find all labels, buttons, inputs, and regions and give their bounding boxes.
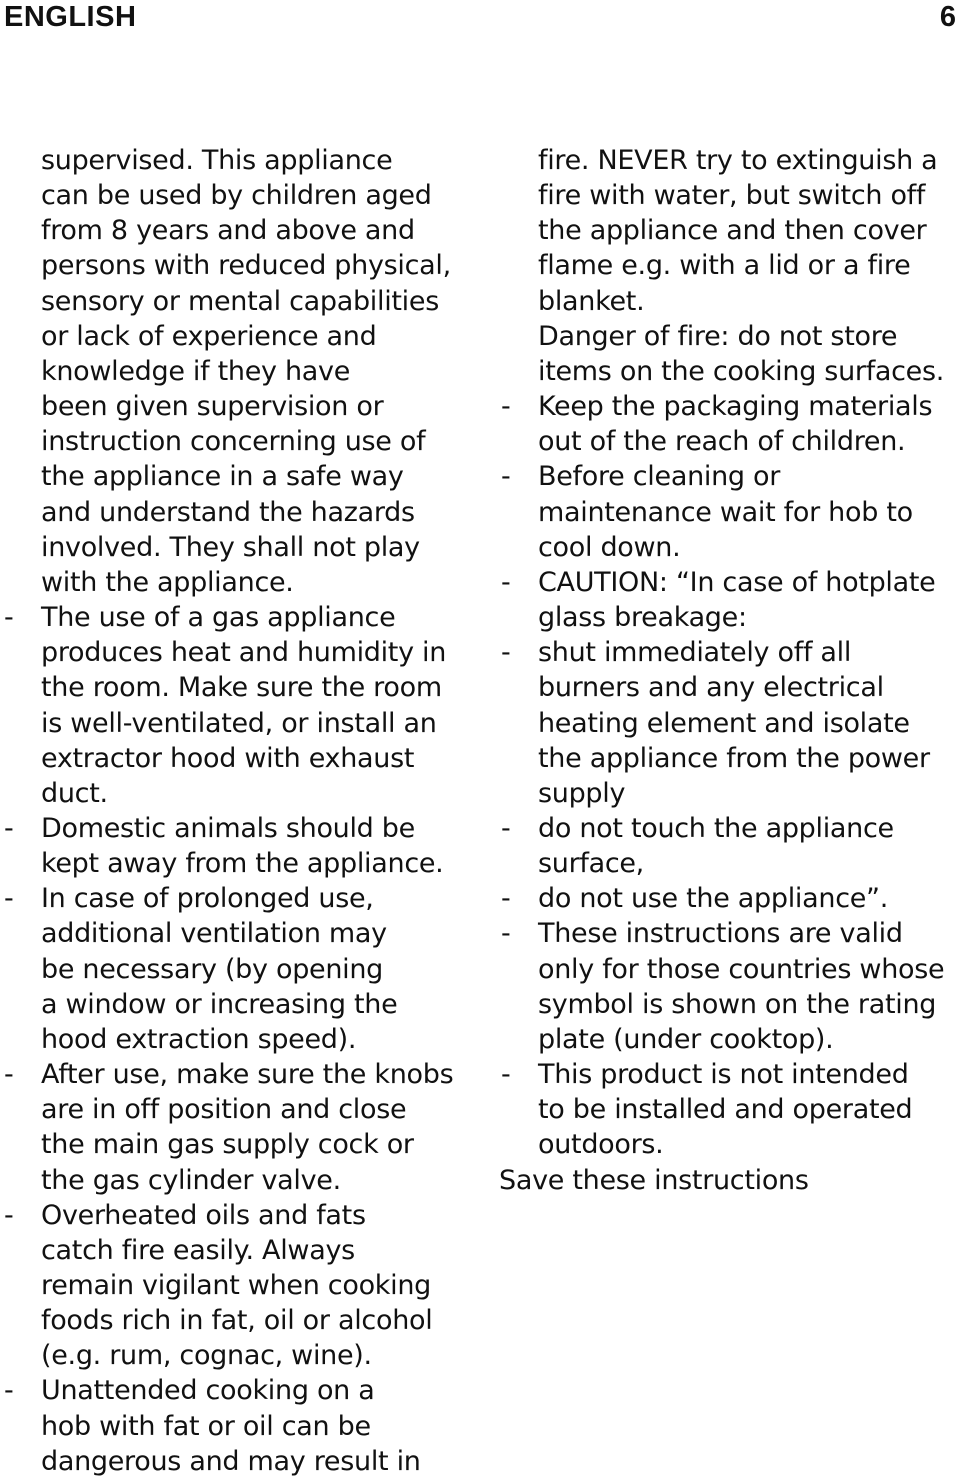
text-line: sensory or mental capabilities [41,285,439,317]
page-number: 6 [939,1,956,33]
list-item [0,1198,478,1374]
list-item [0,600,478,811]
bullet-dash: - [4,602,14,634]
text-line: the room. Make sure the room [41,672,442,704]
text-line: persons with reduced physical, [41,250,451,282]
list-item [0,811,478,881]
bullet-dash: - [501,812,511,844]
header-language: ENGLISH [4,1,137,33]
text-line: CAUTION: “In case of hotplate [538,566,936,598]
intro-paragraph [0,143,478,600]
text-line: the appliance from the power [538,742,930,774]
text-line: blanket. [538,285,645,317]
text-line: shut immediately off all [538,637,852,669]
text-line: duct. [41,777,108,809]
text-line: and understand the hazards [41,496,415,528]
text-line: kept away from the appliance. [41,848,444,880]
text-line: supervised. This appliance [41,145,393,176]
list-item [497,1057,957,1162]
text-line: can be used by children aged [41,180,432,212]
bullet-dash: - [4,883,14,915]
list-item [497,565,957,635]
text-line: After use, make sure the knobs [41,1059,454,1091]
text-line: Domestic animals should be [41,812,415,844]
text-line: outdoors. [538,1129,664,1161]
bullet-dash: - [4,1059,14,1091]
text-line: hob with fat or oil can be [41,1410,371,1442]
text-line: do not use the appliance”. [538,883,889,915]
text-line: to be installed and operated [538,1094,913,1126]
text-line: out of the reach of children. [538,426,906,458]
text-line: extractor hood with exhaust [41,742,415,774]
text-line: are in off position and close [41,1094,407,1126]
text-line: involved. They shall not play [41,531,420,563]
bullet-dash: - [501,461,511,493]
list-item [497,389,957,459]
bullet-dash: - [4,1375,14,1407]
text-line: the appliance and then cover [538,215,927,247]
text-line: is well-ventilated, or install an [41,707,437,739]
text-line: Danger of fire: do not store [538,320,898,352]
page-header [0,0,960,36]
text-line: hood extraction speed). [41,1023,357,1055]
text-line: do not touch the appliance [538,812,894,844]
text-line: catch fire easily. Always [41,1234,355,1266]
text-line: fire with water, but switch off [538,180,926,212]
list-item [0,881,478,1057]
closing-text: Save these instructions [499,1164,809,1196]
text-line: additional ventilation may [41,918,387,950]
text-line: surface, [538,848,644,880]
text-line: fire. NEVER try to extinguish a [538,145,938,176]
text-line: only for those countries whose [538,953,945,985]
text-line: Unattended cooking on a [41,1375,375,1407]
text-line: glass breakage: [538,602,747,634]
text-line: the gas cylinder valve. [41,1164,341,1196]
text-line: instruction concerning use of [41,426,426,458]
text-line: In case of prolonged use, [41,883,374,915]
text-line: (e.g. rum, cognac, wine). [41,1340,372,1372]
text-line: Before cleaning or [538,461,781,493]
bullet-dash: - [501,391,511,423]
text-line: be necessary (by opening [41,953,384,985]
text-line: or lack of experience and [41,320,377,352]
text-line: the appliance in a safe way [41,461,404,493]
text-line: cool down. [538,531,681,563]
text-line: flame e.g. with a lid or a fire [538,250,911,282]
text-line: the main gas supply cock or [41,1129,414,1161]
text-line: been given supervision or [41,391,384,423]
bullet-dash: - [501,637,511,669]
bullet-dash: - [4,812,14,844]
list-item [497,916,957,1057]
text-line: items on the cooking surfaces. [538,355,945,387]
text-line: This product is not intended [538,1059,909,1091]
text-line: remain vigilant when cooking [41,1270,431,1301]
bullet-dash: - [501,918,511,950]
list-item [0,1373,478,1478]
list-item [497,459,957,564]
list-item [497,881,957,916]
text-line: foods rich in fat, oil or alcohol [41,1305,433,1337]
text-line: knowledge if they have [41,355,351,387]
text-line: from 8 years and above and [41,215,415,247]
text-line: supply [538,777,626,809]
bullet-dash: - [501,1059,511,1091]
continuation-paragraph [497,143,957,389]
list-item [497,811,957,881]
text-line: Overheated oils and fats [41,1199,366,1231]
text-line: produces heat and humidity in [41,637,447,669]
list-item [497,635,957,811]
text-line: Keep the packaging materials [538,391,933,423]
bullet-dash: - [4,1199,14,1231]
text-line: heating element and isolate [538,707,910,739]
text-line: The use of a gas appliance [41,602,396,634]
right-column [497,143,957,1198]
list-item [0,1057,478,1198]
bullet-dash: - [501,883,511,915]
text-line: maintenance wait for hob to [538,496,913,528]
bullet-dash: - [501,566,511,598]
text-line: dangerous and may result in [41,1445,421,1477]
text-line: with the appliance. [41,566,294,598]
text-line: These instructions are valid [538,918,903,950]
left-column [0,143,478,1479]
text-line: symbol is shown on the rating [538,988,937,1020]
text-line: a window or increasing the [41,988,398,1020]
text-line: burners and any electrical [538,672,884,704]
text-line: plate (under cooktop). [538,1023,834,1055]
